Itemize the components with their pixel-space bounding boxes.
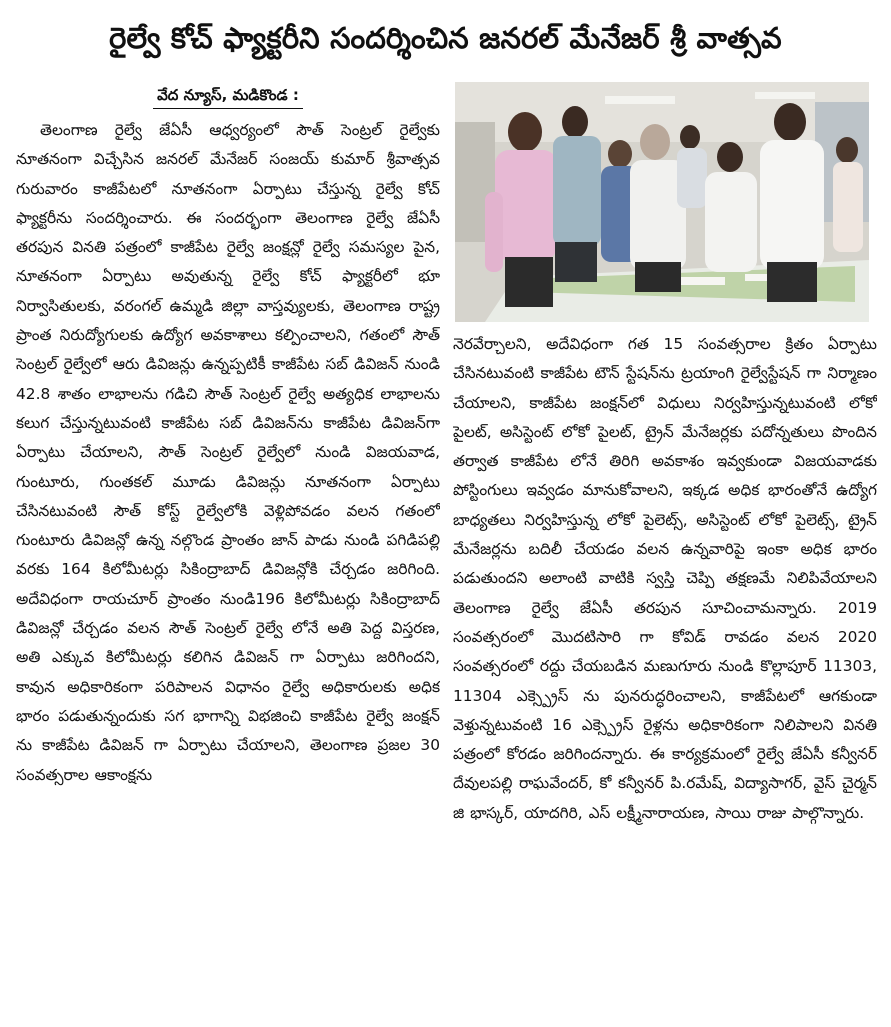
news-photo bbox=[455, 82, 869, 322]
photo-icon bbox=[455, 82, 869, 322]
headline: రైల్వే కోచ్ ఫ్యాక్టరీని సందర్శించిన జనరల్ మేనేజర్ శ్రీ వాత్సవ bbox=[109, 21, 782, 55]
byline: వేద న్యూస్, మడికొండ : bbox=[153, 82, 303, 109]
byline-container bbox=[16, 82, 440, 116]
right-column bbox=[453, 82, 877, 1017]
article-text-right: నెరవేర్చాలని, అదేవిధంగా గత 15 సంవత్సరాల క్రితం ఏర్పాటు చేసినటువంటి కాజీపేట టౌన్ స్టేషన్‌ను ట్రయాంగి రైల్వేస్టేషన్ గా నిర్మాణం చేయాలని, కాజీపేట జంక్షన్‌లో విధులు నిర్వహిస్తున్నటువంటి లోకో పైలట్, అసిస్టెంట్ లోకో పైలట్, ట్రైన్ మేనేజర్లకు పదోన్నతులు పొందిన తర్వాత కాజీపేట లోనే తిరిగి అవకాశం ఇవ్వకుండా విజయవాడకు పోస్టింగులు ఇవ్వడం మానుకోవాలని, ఇక్కడ అధిక భారంతోనే ఉద్యోగ బాధ్యతలు నిర్వహిస్తున్న లోకో పైలెట్స్, అసిస్టెంట్ లోకో పైలెట్స్, ట్రైన్ మేనేజర్లను బదిలీ చేయడం వలన ఉన్నవారిపై ఇంకా అధిక భారం పడుతుందని అలాంటి వాటికి స్వస్తి చెప్పి తక్షణమే నిలిపివేయాలని తెలంగాణ రైల్వే జేఏసీ తరపున సూచించామన్నారు. 2019 సంవత్సరంలో మొదటిసారి గా కోవిడ్ రావడం వలన 2020 సంవత్సరంలో రద్దు చేయబడిన మణుగూరు నుండి కొల్లాపూర్ 11303, 11304 ఎక్స్ప్రెస్ ను పునరుద్ధరించాలని, కాజీపేటలో ఆగకుండా వెళ్తున్నటువంటి 16 ఎక్స్ప్రెస్ రైళ్లను అధికారికంగా నిలిపాలని వినతి పత్రంలో కోరడం జరిగిందన్నారు. ఈ కార్యక్రమంలో రైల్వే జేఏసీ కన్వీనర్ దేవులపల్లి రాఘవేందర్, కో కన్వీనర్ పి.రమేష్, విద్యాసాగర్, వైస్ చైర్మన్ జి భాస్కర్, యాదగిరి, ఎస్ లక్ష్మీనారాయణ, సాయి రాజు పాల్గొన్నారు. bbox=[453, 335, 877, 822]
article-text-left: తెలంగాణ రైల్వే జేఏసీ ఆధ్వర్యంలో సౌత్ సెంట్రల్ రైల్వేకు నూతనంగా విచ్చేసిన జనరల్ మేనేజర్ సంజయ్ కుమార్ శ్రీవాత్సవ గురువారం కాజీపేటలో నూతనంగా ఏర్పాటు చేస్తున్న రైల్వే కోచ్ ఫ్యాక్టరీను సందర్శించారు. ఈ సందర్భంగా తెలంగాణ రైల్వే జేఏసీ తరపున వినతి పత్రంలో కాజీపేట రైల్వే జంక్షన్లో రైల్వే సమస్యల పైన, నూతనంగా ఏర్పాటు అవుతున్న రైల్వే కోచ్ ఫ్యాక్టరీలో భూ నిర్వాసితులకు, వరంగల్ ఉమ్మడి జిల్లా వాస్తవ్యులకు, తెలంగాణ రాష్ట్ర ప్రాంత నిరుద్యోగులకు ఉద్యోగ అవకాశాలు కల్పించాలని, గతంలో సౌత్ సెంట్రల్ రైల్వేలో ఆరు డివిజన్లు ఉన్నప్పటికీ కాజీపేట సబ్ డివిజన్ నుండి 42.8 శాతం లాభాలను గడిచి సౌత్ సెంట్రల్ రైల్వే అత్యధిక లాభాలను కలుగ చేస్తున్నటువంటి కాజీపేట సబ్ డివిజన్‌ను కాజీపేట డివిజన్‌గా ఏర్పాటు చేయాలని, సౌత్ సెంట్రల్ రైల్వేలో నుండి విజయవాడ, గుంటూరు, గుంతకల్ మూడు డివిజన్లు నూతనంగా ఏర్పాటు చేసినటువంటి సౌత్ కోస్ట్ రైల్వేలోకి వెళ్లిపోవడం వలన గతంలో గుంటూరు డివిజన్లో ఉన్న నల్గొండ ప్రాంతం జాన్ పాడు నుండి పగిడిపల్లి వరకు 164 కిలోమీటర్లు సికింద్రాబాద్ డివిజన్లోకి చేర్చడం జరిగింది. అదేవిధంగా రాయచూర్ ప్రాంతం నుండి196 కిలోమీటర్లు సికింద్రాబాద్ డివిజన్లో చేర్చడం వలన సౌత్ సెంట్రల్ రైల్వే లోనే అతి పెద్ద విస్తరణ, అతి ఎక్కువ కిలోమీటర్లు కలిగిన డివిజన్ గా ఏర్పాటు జరిగిందని, కావున అధికారికంగా పరిపాలన విధానం రైల్వే అధికారులకు అధిక భారం పడుతున్నందుకు సగ భాగాన్ని విభజించి కాజీపేట రైల్వే జంక్షన్ ను కాజీపేట డివిజన్ గా ఏర్పాటు చేయాలని, తెలంగాణ ప్రజల 30 సంవత్సరాల ఆకాంక్షను bbox=[16, 121, 440, 784]
left-column bbox=[16, 82, 440, 1017]
